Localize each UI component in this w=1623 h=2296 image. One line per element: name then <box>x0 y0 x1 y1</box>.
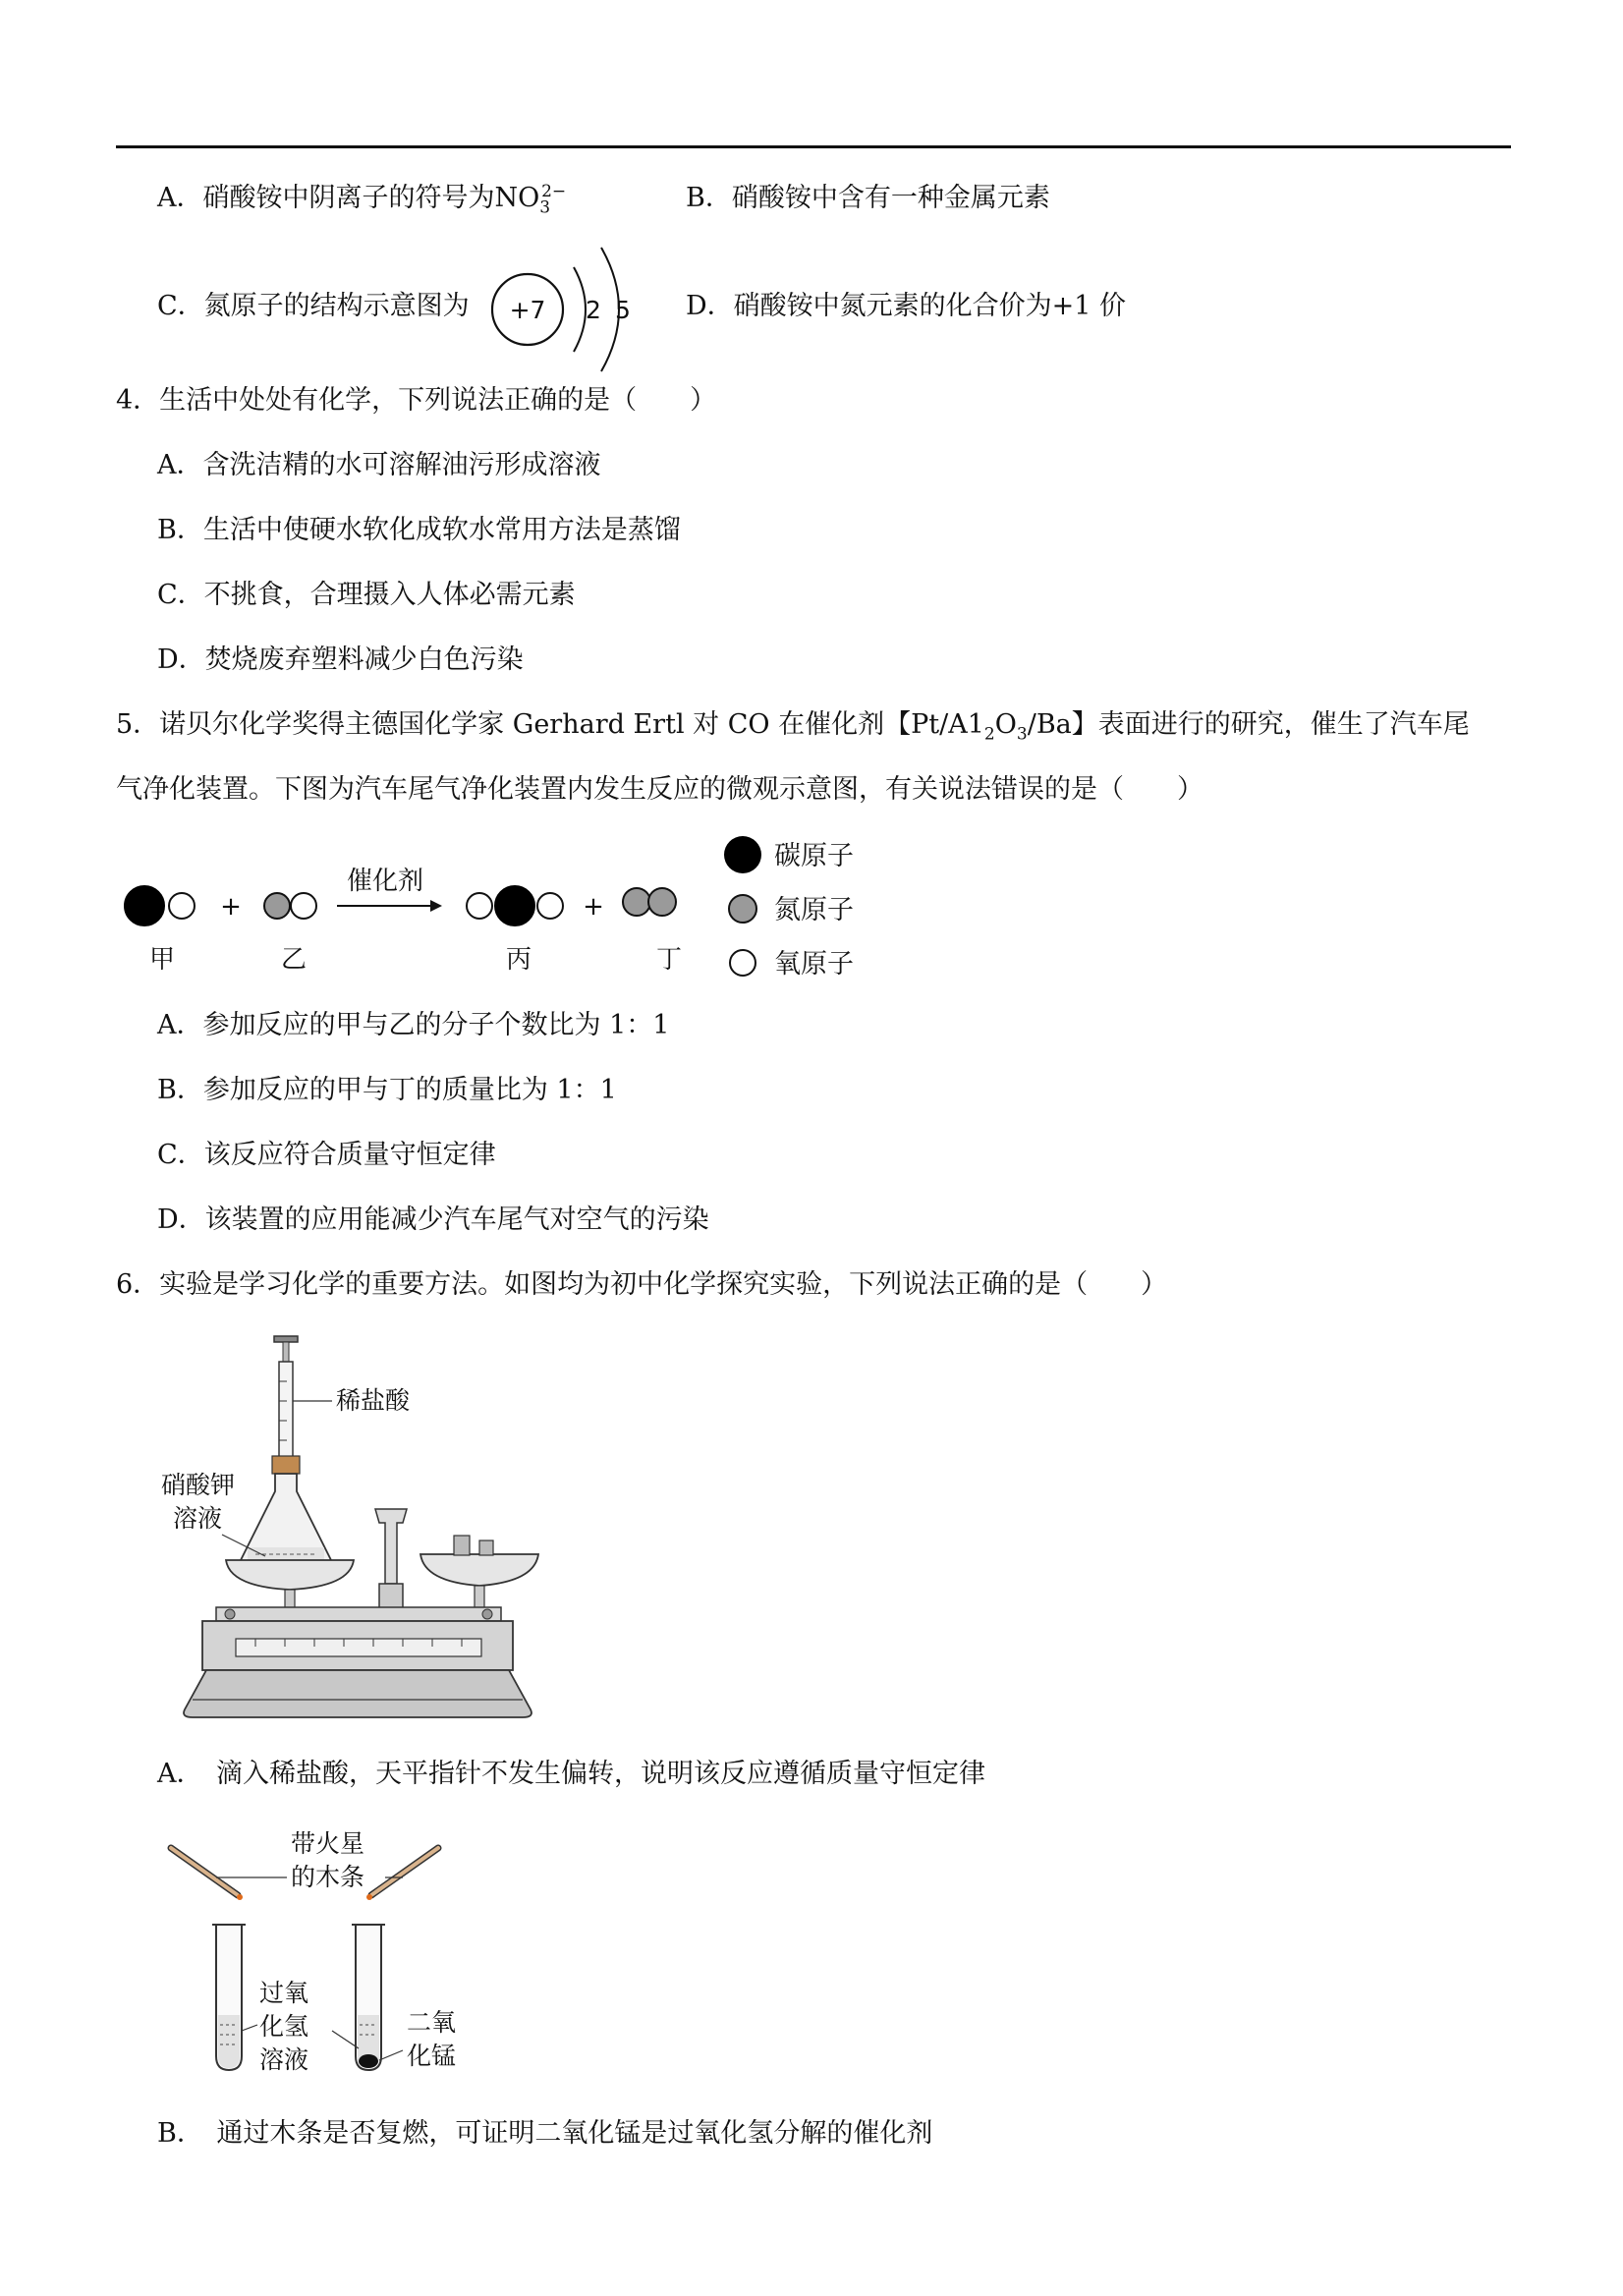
oxygen-atom <box>291 893 316 919</box>
electron-shell-arc-1 <box>574 267 586 352</box>
right-balance-pan <box>420 1554 538 1586</box>
label-jia: 甲 <box>148 945 176 975</box>
label-mno2-1: 二氧 <box>407 2008 457 2037</box>
label-splint-1: 带火星 <box>291 1829 365 1858</box>
q6-option-a: A． 滴入稀盐酸，天平指针不发生偏转，说明该反应遵循质量守恒定律 <box>157 1759 985 1789</box>
q4-option-c: C．不挑食，合理摄入人体必需元素 <box>157 580 576 610</box>
nucleus-charge: +7 <box>509 296 546 324</box>
label-kno3-solution-2: 溶液 <box>173 1504 223 1533</box>
q3-option-d: D．硝酸铵中氮元素的化合价为+1 价 <box>686 291 1127 321</box>
shell-2-electrons: 5 <box>615 296 631 324</box>
weight-small <box>479 1540 493 1555</box>
q4-option-a: A．含洗洁精的水可溶解油污形成溶液 <box>157 450 601 480</box>
nitrogen-atom <box>648 888 676 916</box>
q5-stem-line-1: 5．诺贝尔化学奖得主德国化学家 Gerhard Ertl 对 CO 在催化剂【$Pt/A1_2O_3/Ba$】表面进行的研究，催生了汽车尾 <box>116 709 1470 745</box>
arrow-label-catalyst: 催化剂 <box>346 867 424 896</box>
mno2-powder <box>359 2054 378 2068</box>
q4-option-b: B．生活中使硬水软化成软水常用方法是蒸馏 <box>157 515 681 545</box>
label-h2o2-3: 溶液 <box>259 2045 309 2074</box>
left-balance-pan <box>226 1560 354 1590</box>
carbon-atom <box>125 886 164 925</box>
label-kno3-solution-1: 硝酸钾 <box>161 1471 236 1499</box>
legend-oxygen-label: 氧原子 <box>774 949 854 980</box>
label-dilute-hcl: 稀盐酸 <box>336 1386 411 1415</box>
oxygen-atom <box>537 893 563 919</box>
legend-nitrogen-label: 氮原子 <box>774 895 854 925</box>
header-rule <box>116 145 1511 148</box>
pointer-column <box>375 1509 407 1584</box>
plus-sign-2: + <box>583 892 604 922</box>
plus-sign-1: + <box>220 892 242 922</box>
carbon-atom <box>495 886 534 925</box>
syringe-plunger-rod <box>283 1342 289 1364</box>
oxygen-atom <box>169 893 195 919</box>
test-tube-experiment-figure <box>157 1822 531 2078</box>
nitrogen-atom <box>623 888 650 916</box>
q3-option-b: B．硝酸铵中含有一种金属元素 <box>686 183 1050 213</box>
weight-small <box>454 1536 470 1555</box>
q5-option-b: B．参加反应的甲与丁的质量比为 1：1 <box>157 1075 617 1105</box>
q3-option-a: A．硝酸铵中阴离子的符号为$NO_3^{2-}$ <box>157 182 567 218</box>
label-h2o2-2: 化氢 <box>259 2012 309 2041</box>
q4-stem: 4．生活中处处有化学，下列说法正确的是（ ） <box>116 385 717 416</box>
label-mno2-2: 化锰 <box>407 2042 457 2070</box>
syringe-barrel <box>279 1362 293 1460</box>
q5-option-d: D．该装置的应用能减少汽车尾气对空气的污染 <box>157 1204 709 1235</box>
rider-scale <box>236 1639 481 1656</box>
balance-base <box>184 1670 532 1717</box>
flask-stopper <box>272 1456 300 1474</box>
balance-experiment-figure <box>157 1326 570 1729</box>
q5-option-a: A．参加反应的甲与乙的分子个数比为 1：1 <box>157 1010 670 1040</box>
h2o2-liquid <box>218 2015 240 2068</box>
reaction-micro-diagram <box>116 830 882 987</box>
q4-option-d: D．焚烧废弃塑料减少白色污染 <box>157 644 524 675</box>
legend-carbon-label: 碳原子 <box>774 841 854 871</box>
q5-stem-line-2: 气净化装置。下图为汽车尾气净化装置内发生反应的微观示意图，有关说法错误的是（ ） <box>116 774 1203 805</box>
label-bing: 丙 <box>505 945 532 975</box>
q3-option-c: C．氮原子的结构示意图为 <box>157 291 470 321</box>
legend-carbon-icon <box>724 836 761 873</box>
label-yi: 乙 <box>280 945 308 975</box>
q5-option-c: C．该反应符合质量守恒定律 <box>157 1140 496 1170</box>
nitrogen-atom-structure-diagram <box>491 246 639 373</box>
label-ding: 丁 <box>655 945 683 975</box>
q6-stem: 6．实验是学习化学的重要方法。如图均为初中化学探究实验，下列说法正确的是（ ） <box>116 1269 1168 1300</box>
label-splint-2: 的木条 <box>291 1863 365 1891</box>
label-h2o2-1: 过氧 <box>259 1979 309 2007</box>
reaction-arrow-head <box>430 900 442 912</box>
legend-nitrogen-icon <box>729 895 756 923</box>
syringe-plunger-top <box>274 1336 298 1342</box>
nitrogen-atom <box>264 893 290 919</box>
q6-option-b: B． 通过木条是否复燃，可证明二氧化锰是过氧化氢分解的催化剂 <box>157 2118 933 2149</box>
shell-1-electrons: 2 <box>586 296 601 324</box>
oxygen-atom <box>467 893 492 919</box>
balance-beam <box>216 1607 501 1621</box>
legend-oxygen-icon <box>730 950 756 976</box>
